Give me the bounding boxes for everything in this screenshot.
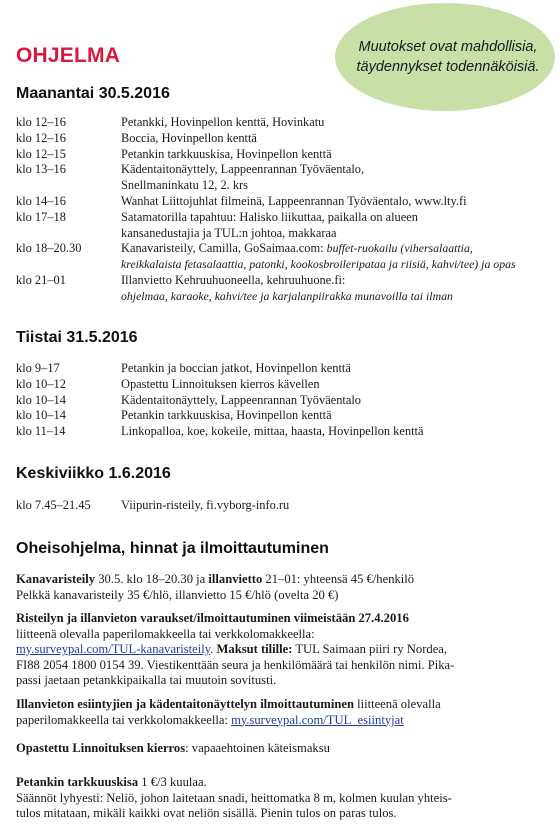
time: klo 12–16 — [16, 115, 66, 129]
survey-link-performers[interactable]: my.surveypal.com/TUL_esiintyjat — [231, 712, 404, 727]
time: klo 12–16 — [16, 130, 66, 145]
schedule-wednesday — [16, 498, 546, 514]
schedule-row — [16, 241, 546, 273]
time: klo 10–14 — [16, 392, 66, 407]
schedule-row — [16, 361, 546, 377]
schedule-row — [16, 273, 546, 305]
paragraph-tour — [16, 741, 546, 757]
text: 21–01: yhteensä 45 €/henkilö — [262, 572, 415, 586]
bold-text: illanvietto — [208, 572, 263, 586]
schedule-row — [16, 377, 546, 393]
event-line: Satamatorilla tapahtuu: Halisko liikuttaa, paikalla on alueen — [121, 209, 418, 224]
paragraph-petanque — [16, 775, 546, 822]
text: Säännöt lyhyesti: Neliö, johon laitetaan snadi, heittomatka 8 m, kolmen kuulan yhteis- — [16, 790, 452, 805]
text: TUL Saimaan piiri ry Nordea, — [292, 642, 448, 657]
survey-link-cruise[interactable]: my.surveypal.com/TUL-kanavaristeily — [16, 642, 211, 657]
note-bubble — [335, 3, 555, 111]
schedule-tuesday — [16, 361, 546, 440]
event-line: kansanedustajia ja TUL:n johtoa, makkaraa — [121, 225, 337, 240]
event-line: Kädentaitonäyttely, Lappeenrannan Työväentalo, — [121, 162, 365, 177]
time: klo 17–18 — [16, 209, 66, 224]
event: Viipurin-risteily, fi.vyborg-info.ru — [121, 498, 290, 512]
text: : vapaaehtoinen käteismaksu — [185, 741, 330, 755]
bold-text: Kanavaristeily — [16, 572, 96, 586]
schedule-row — [16, 393, 546, 409]
event — [121, 210, 546, 242]
event: Opastettu Linnoituksen kierros kävellen — [121, 376, 320, 391]
event — [121, 162, 546, 194]
schedule-row — [16, 115, 546, 131]
event: Boccia, Hovinpellon kenttä — [121, 130, 257, 145]
event-line: Illanvietto Kehruuhuoneella, kehruuhuone.fi: — [121, 272, 346, 287]
day-heading-wednesday: Keskiviikko 1.6.2016 — [16, 465, 171, 482]
text: 30.5. klo 18–20.30 ja — [95, 572, 209, 586]
event-detail: kreikkalaista fetasalaattia, patonki, kookosbroileripataa ja riisiä, kahvi/tee) ja opas — [121, 257, 516, 272]
day-heading-tuesday: Tiistai 31.5.2016 — [16, 329, 138, 346]
time: klo 14–16 — [16, 193, 66, 208]
time: klo 12–15 — [16, 146, 66, 161]
event: Petankki, Hovinpellon kenttä, Hovinkatu — [121, 115, 325, 129]
time: klo 7.45–21.45 — [16, 498, 91, 512]
time: klo 21–01 — [16, 272, 66, 287]
event: Petankin tarkkuuskisa, Hovinpellon kenttä — [121, 146, 332, 161]
event: Wanhat Liittojuhlat filmeinä, Lappeenrannan Työväentalo, www.lty.fi — [121, 193, 467, 208]
time: klo 9–17 — [16, 361, 60, 375]
event-detail: ohjelmaa, karaoke, kahvi/tee ja karjalanpiirakka munavoilla tai ilman — [121, 288, 453, 303]
text: passi jaetaan petankkipaikalla tai muutoin sovitusti. — [16, 673, 277, 688]
schedule-row — [16, 498, 546, 514]
text: liitteenä olevalla paperilomakkeella tai verkkolomakkeella: — [16, 626, 315, 641]
event: Petankin ja boccian jatkot, Hovinpellon kenttä — [121, 361, 351, 375]
text: paperilomakkeella tai verkkolomakkeella: — [16, 712, 232, 727]
event-line: Kanavaristeily, Camilla, GoSaimaa.com: — [121, 241, 324, 256]
event — [121, 273, 546, 305]
bold-text: Illanvieton esiintyjien ja kädentaitonäyttelyn ilmoittautuminen — [16, 697, 354, 711]
text: . — [210, 642, 217, 657]
text: liitteenä olevalla — [353, 697, 441, 711]
schedule-row — [16, 408, 546, 424]
time: klo 18–20.30 — [16, 241, 82, 256]
schedule-row — [16, 194, 546, 210]
paragraph-performers — [16, 697, 546, 728]
note-line: Muutokset ovat mahdollisia, — [358, 39, 538, 55]
text: tulos mitataan, mikäli kaikki ovat neliön sisällä. Pienin tulos on paras tulos. — [16, 806, 397, 821]
paragraph-registration — [16, 611, 546, 689]
text: 1 €/3 kuulaa. — [138, 775, 207, 789]
note-text — [357, 37, 540, 77]
schedule-row — [16, 147, 546, 163]
text: Pelkkä kanavaristeily 35 €/hlö, illanvietto 15 €/hlö (ovelta 20 €) — [16, 587, 339, 602]
page-title: OHJELMA — [16, 44, 121, 67]
bold-text: Maksut tilille: — [216, 642, 293, 657]
schedule-monday — [16, 115, 546, 305]
event-detail: buffet-ruokailu (vihersalaattia, — [326, 241, 473, 256]
event-line: Snellmaninkatu 12, 2. krs — [121, 178, 248, 193]
event: Petankin tarkkuuskisa, Hovinpellon kenttä — [121, 408, 332, 423]
time: klo 13–16 — [16, 162, 66, 177]
event — [121, 241, 546, 273]
schedule-row — [16, 424, 546, 440]
time: klo 11–14 — [16, 424, 66, 439]
bold-text: Risteilyn ja illanvieton varaukset/ilmoittautuminen viimeistään 27.4.2016 — [16, 611, 409, 625]
paragraph-pricing — [16, 572, 546, 603]
note-line: täydennykset todennäköisiä. — [356, 59, 540, 75]
time: klo 10–14 — [16, 408, 66, 423]
bold-text: Petankin tarkkuuskisa — [16, 775, 139, 789]
schedule-row — [16, 210, 546, 242]
bold-text: Opastettu Linnoituksen kierros — [16, 741, 186, 755]
time: klo 10–12 — [16, 376, 66, 391]
schedule-row — [16, 162, 546, 194]
side-program-heading: Oheisohjelma, hinnat ja ilmoittautuminen — [16, 540, 329, 557]
event: Kädentaitonäyttely, Lappeenrannan Työväentalo — [121, 392, 361, 407]
text: FI88 2054 1800 0154 39. Viestikenttään seura ja henkilömäärä tai henkilön nimi. Pika- — [16, 657, 455, 672]
schedule-row — [16, 131, 546, 147]
day-heading-monday: Maanantai 30.5.2016 — [16, 85, 170, 102]
event: Linkopalloa, koe, kokeile, mittaa, haasta, Hovinpellon kenttä — [121, 424, 424, 439]
